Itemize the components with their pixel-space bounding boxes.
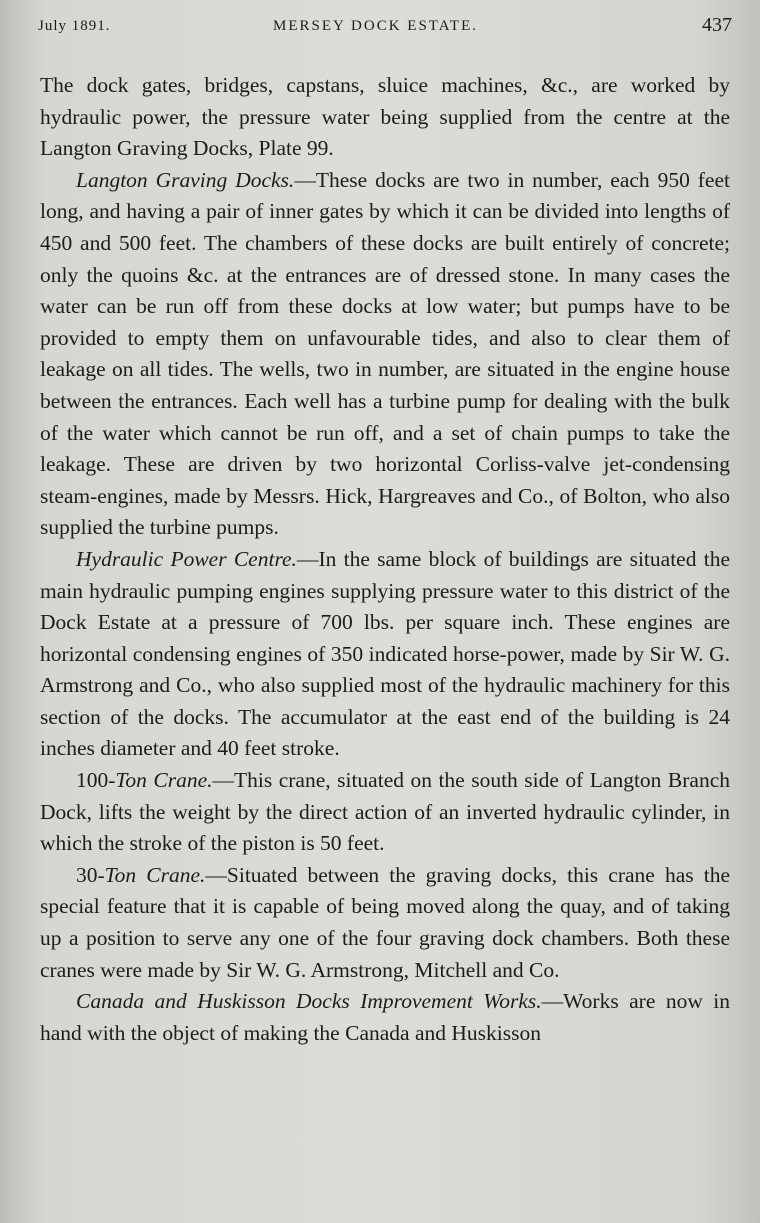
paragraph-text: —This crane, situated on the south side of Langton Branch Dock, lifts the weight by the direct action of an inverted hydraulic cylinder, in which the stroke of the piston is 50 feet.	[40, 768, 730, 856]
page-number: 437	[702, 14, 732, 36]
paragraph-text: —In the same block of buildings are situated the main hydraulic pumping engines supplying pressure water to this district of the Dock Estate at a pressure of 700 lbs. per square inch. These engines are horizontal condensing engines of 350 indicated horse-power, made by Sir W. G. Armstrong and Co., who also supplied most of the hydraulic machinery for this section of the docks. The accumulator at the east end of the building is 24 inches diameter and 40 feet stroke.	[40, 546, 730, 761]
paragraph-100-ton-crane	[40, 765, 730, 860]
header-title: MERSEY DOCK ESTATE.	[273, 18, 478, 34]
page-body	[40, 70, 730, 1049]
paragraph-heading-prefix: 100-	[76, 768, 116, 793]
paragraph-heading: Langton Graving Docks.	[76, 167, 295, 192]
paragraph-heading: Ton Crane.	[115, 768, 213, 793]
paragraph-langton-graving-docks	[40, 165, 730, 544]
paragraph-text: —Works are now in hand with the object of making the Canada and Huskisson	[40, 989, 731, 1045]
paragraph-text: —These docks are two in number, each 950 feet long, and having a pair of inner gates by which it can be divided into lengths of 450 and 500 feet. The chambers of these docks are built entirely of concrete; only the quoins &c. at the entrances are of dressed stone. In many cases the water can be run off from these docks at low water; but pumps have to be provided to empty them on unfavourable tides, and also to clear them of leakage on all tides. The wells, two in number, are situated in the engine house between the entrances. Each well has a turbine pump for dealing with the bulk of the water which cannot be run off, and a set of chain pumps to take the leakage. These are driven by two horizontal Corliss-valve jet-condensing steam-engines, made by Messrs. Hick, Hargreaves and Co., of Bolton, who also supplied the turbine pumps.	[40, 167, 730, 540]
paragraph-heading-prefix: 30-	[76, 862, 105, 887]
paragraph-heading: Hydraulic Power Centre.	[76, 546, 297, 571]
paragraph-canada-huskisson	[40, 986, 730, 1049]
paragraph-text: —Situated between the graving docks, this crane has the special feature that it is capable of being moved along the quay, and of taking up a position to serve any one of the four graving dock chambers. Both these cranes were made by Sir W. G. Armstrong, Mitchell and Co.	[40, 862, 730, 982]
paragraph-text: The dock gates, bridges, capstans, sluice machines, &c., are worked by hydraulic power, the pressure water being supplied from the centre at the Langton Graving Docks, Plate 99.	[40, 73, 730, 161]
paragraph-30-ton-crane	[40, 860, 730, 986]
running-header	[38, 14, 732, 42]
paragraph-intro	[40, 70, 730, 165]
paragraph-heading: Ton Crane.	[104, 862, 206, 887]
header-date: July 1891.	[38, 18, 111, 34]
paragraph-hydraulic-power-centre	[40, 544, 730, 765]
paragraph-heading: Canada and Huskisson Docks Improvement Works.	[76, 989, 542, 1014]
